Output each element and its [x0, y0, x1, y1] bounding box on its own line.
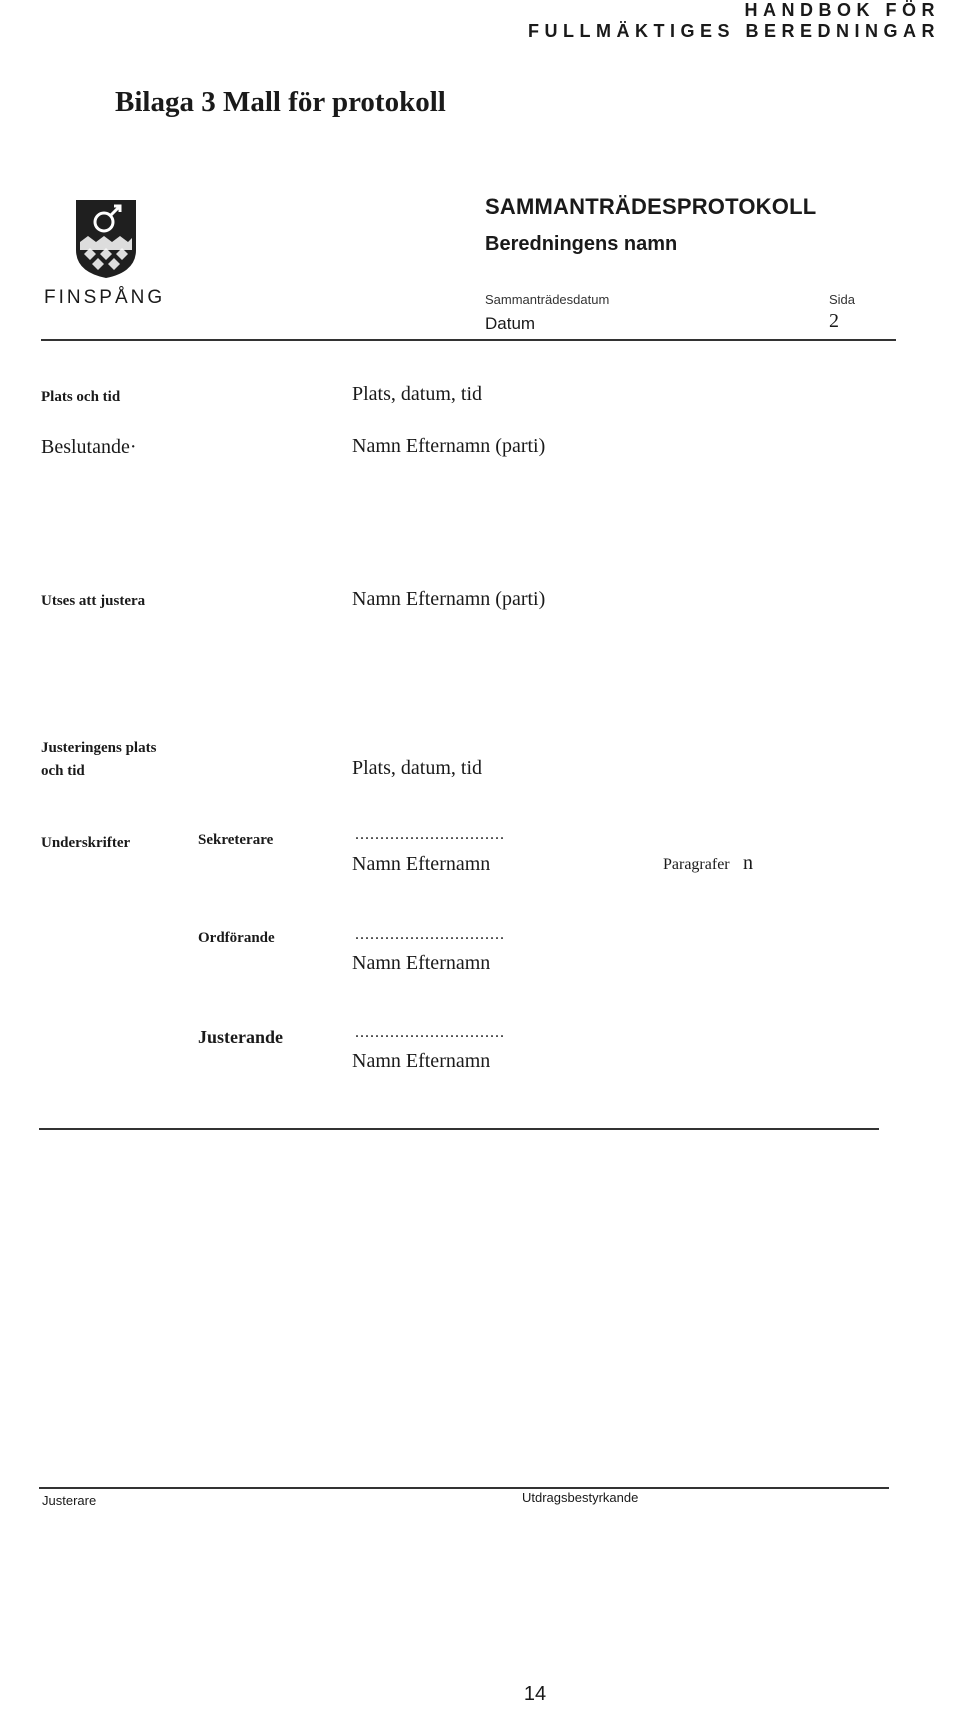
page-number: 14: [523, 1683, 547, 1705]
committee-name: Beredningens namn: [485, 233, 678, 255]
sekreterare-label: Sekreterare: [198, 832, 274, 848]
signatures-rule: [39, 1128, 879, 1130]
finspang-coat-of-arms-icon: [74, 198, 138, 280]
document-title: Bilaga 3 Mall för protokoll: [115, 86, 446, 118]
utdragsbestyrkande-label: Utdragsbestyrkande: [522, 1490, 639, 1505]
logo-text: FINSPÅNG: [44, 287, 166, 308]
paragrafer-label: Paragrafer: [663, 856, 730, 873]
ordforande-signature-line: ..............................: [355, 926, 505, 943]
footer-rule: [39, 1487, 889, 1489]
paragrafer-value: n: [743, 852, 753, 874]
justering-value: Plats, datum, tid: [352, 757, 482, 779]
sekreterare-name: Namn Efternamn: [352, 853, 491, 875]
justering-label-line2: och tid: [41, 763, 85, 779]
page-value: 2: [829, 310, 839, 332]
justerare-label: Justerare: [42, 1493, 97, 1508]
justerande-name: Namn Efternamn: [352, 1050, 491, 1072]
meeting-date-label: Sammanträdesdatum: [485, 292, 610, 307]
justerande-label: Justerande: [198, 1027, 283, 1047]
beslutande-value: Namn Efternamn (parti): [352, 435, 546, 457]
utses-att-justera-value: Namn Efternamn (parti): [352, 588, 546, 610]
ordforande-label: Ordförande: [198, 930, 275, 946]
header-line-2: FULLMÄKTIGES BEREDNINGAR: [528, 21, 940, 41]
beslutande-label: Beslutande·: [41, 436, 137, 458]
header-line-1: HANDBOK FÖR: [744, 0, 940, 20]
page-label: Sida: [829, 292, 856, 307]
justerande-signature-line: ..............................: [355, 1024, 505, 1041]
sekreterare-signature-line: ..............................: [355, 826, 505, 843]
plats-och-tid-value: Plats, datum, tid: [352, 383, 482, 405]
underskrifter-label: Underskrifter: [41, 835, 131, 851]
plats-och-tid-label: Plats och tid: [41, 389, 121, 405]
utses-att-justera-label: Utses att justera: [41, 593, 146, 609]
justering-label-line1: Justeringens plats: [41, 740, 157, 756]
protocol-title: SAMMANTRÄDESPROTOKOLL: [485, 194, 817, 219]
meeting-date-value: Datum: [485, 314, 536, 333]
header-rule: [41, 339, 896, 341]
ordforande-name: Namn Efternamn: [352, 952, 491, 974]
